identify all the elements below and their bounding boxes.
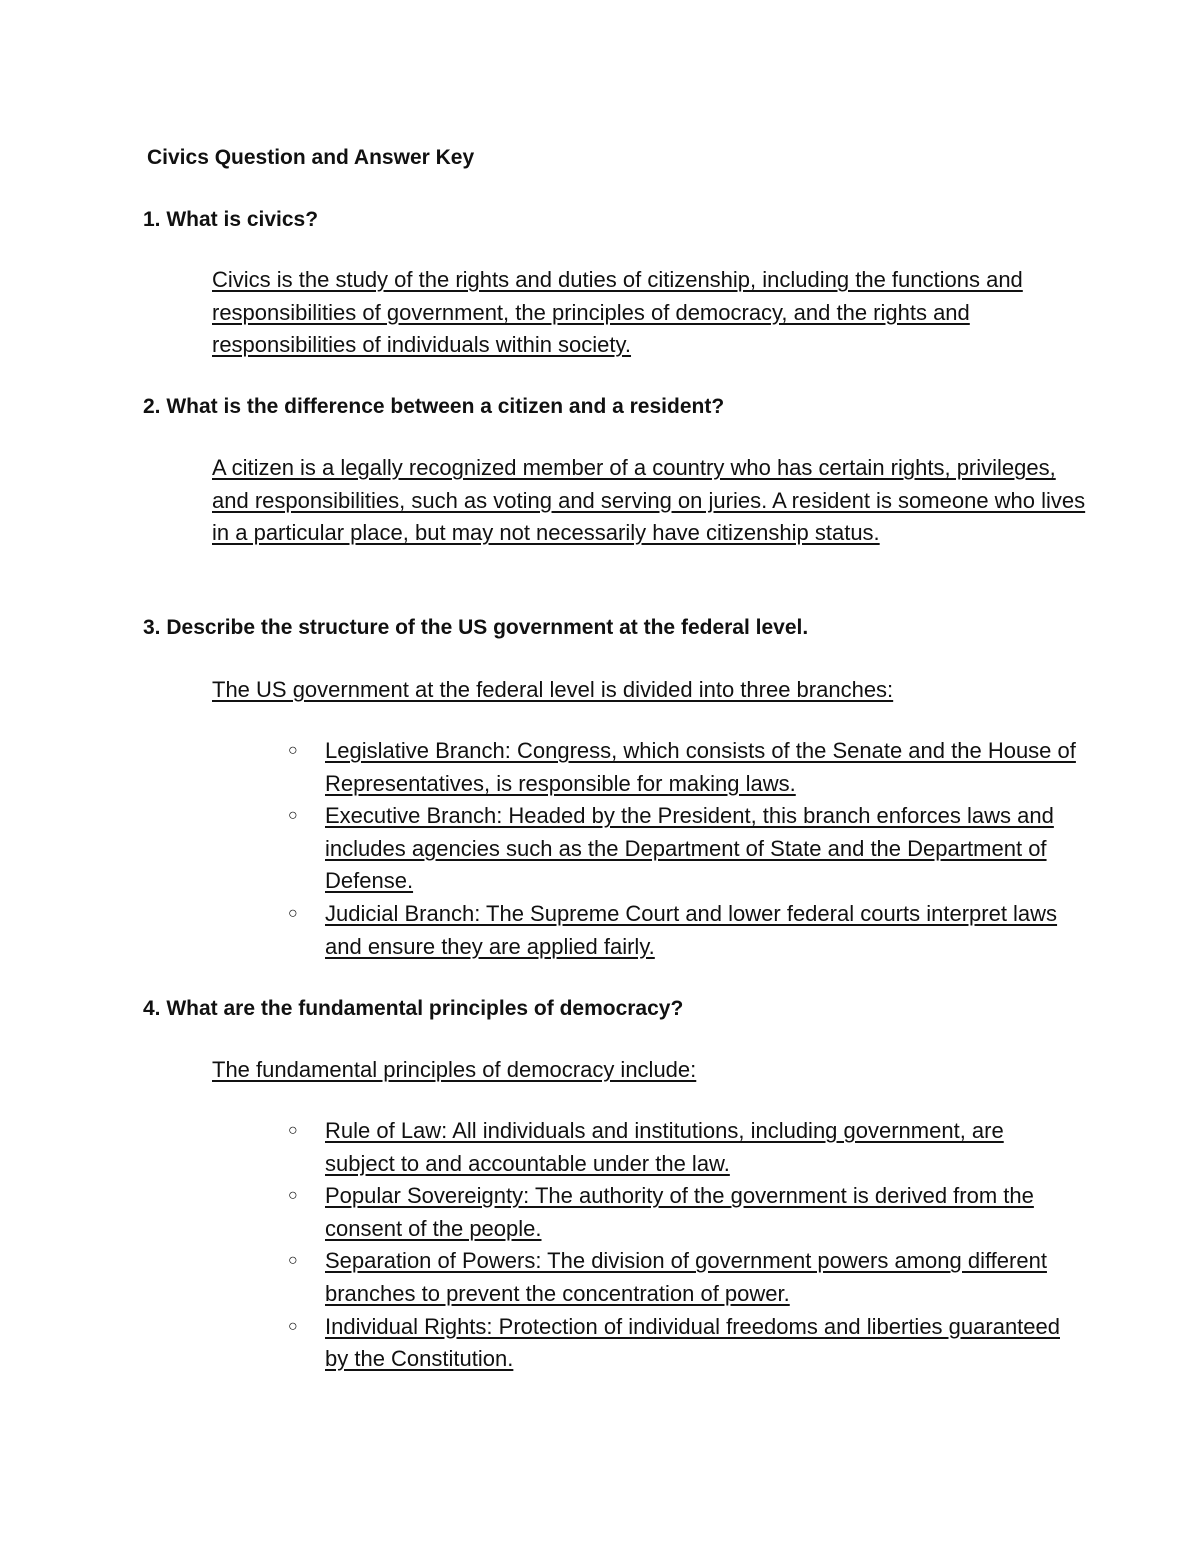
answer-3-intro xyxy=(212,674,1092,707)
list-item-text: Individual Rights: Protection of individual freedoms and liberties guaranteed by the Constitution. xyxy=(325,1313,1060,1372)
question-2: 2. What is the difference between a citizen and a resident? xyxy=(143,395,725,418)
answer-2-text: A citizen is a legally recognized member of a country who has certain rights, privileges, and responsibilities, such as voting and serving on juries. A resident is someone who lives in a particular place, but may not necessarily have citizenship status. xyxy=(212,455,1086,546)
list-item xyxy=(288,1245,1078,1310)
list-item-text: Legislative Branch: Congress, which consists of the Senate and the House of Representatives, is responsible for making laws. xyxy=(325,738,1076,796)
bullet-circle-icon: ○ xyxy=(288,742,298,759)
list-item xyxy=(288,1180,1078,1245)
list-item xyxy=(288,898,1078,963)
answer-4-intro xyxy=(212,1054,1092,1087)
answer-1-text: Civics is the study of the rights and duties of citizenship, including the functions and responsibilities of government, the principles of democracy, and the rights and responsibilities of individuals within society. xyxy=(212,267,1023,358)
bullet-circle-icon: ○ xyxy=(288,807,298,825)
answer-2 xyxy=(212,452,1092,550)
principles-list xyxy=(288,1115,1078,1376)
bullet-circle-icon: ○ xyxy=(288,1122,298,1139)
bullet-circle-icon: ○ xyxy=(288,1252,298,1270)
answer-1 xyxy=(212,264,1092,362)
list-item-text: Rule of Law: All individuals and institutions, including government, are subject to and accountable under the law. xyxy=(325,1118,1004,1176)
document-title: Civics Question and Answer Key xyxy=(147,146,475,169)
question-3: 3. Describe the structure of the US government at the federal level. xyxy=(143,616,809,639)
list-item xyxy=(288,800,1078,898)
answer-4-intro-text: The fundamental principles of democracy include: xyxy=(212,1057,697,1082)
branches-list xyxy=(288,735,1078,963)
list-item xyxy=(288,1311,1078,1376)
list-item xyxy=(288,735,1078,800)
list-item-text: Judicial Branch: The Supreme Court and lower federal courts interpret laws and ensure they are applied fairly. xyxy=(325,900,1058,959)
list-item-text: Separation of Powers: The division of government powers among different branches to prevent the concentration of power. xyxy=(325,1248,1047,1306)
list-item-text: Popular Sovereignty: The authority of the government is derived from the consent of the people. xyxy=(325,1183,1034,1241)
question-1: 1. What is civics? xyxy=(143,208,319,231)
bullet-circle-icon: ○ xyxy=(288,1187,298,1205)
bullet-circle-icon: ○ xyxy=(288,904,298,922)
answer-3-intro-text: The US government at the federal level is divided into three branches: xyxy=(212,677,894,702)
bullet-circle-icon: ○ xyxy=(288,1317,298,1335)
question-4: 4. What are the fundamental principles of democracy? xyxy=(143,997,684,1020)
list-item xyxy=(288,1115,1078,1180)
list-item-text: Executive Branch: Headed by the President, this branch enforces laws and includes agencies such as the Department of State and the Department of Defense. xyxy=(325,803,1054,894)
